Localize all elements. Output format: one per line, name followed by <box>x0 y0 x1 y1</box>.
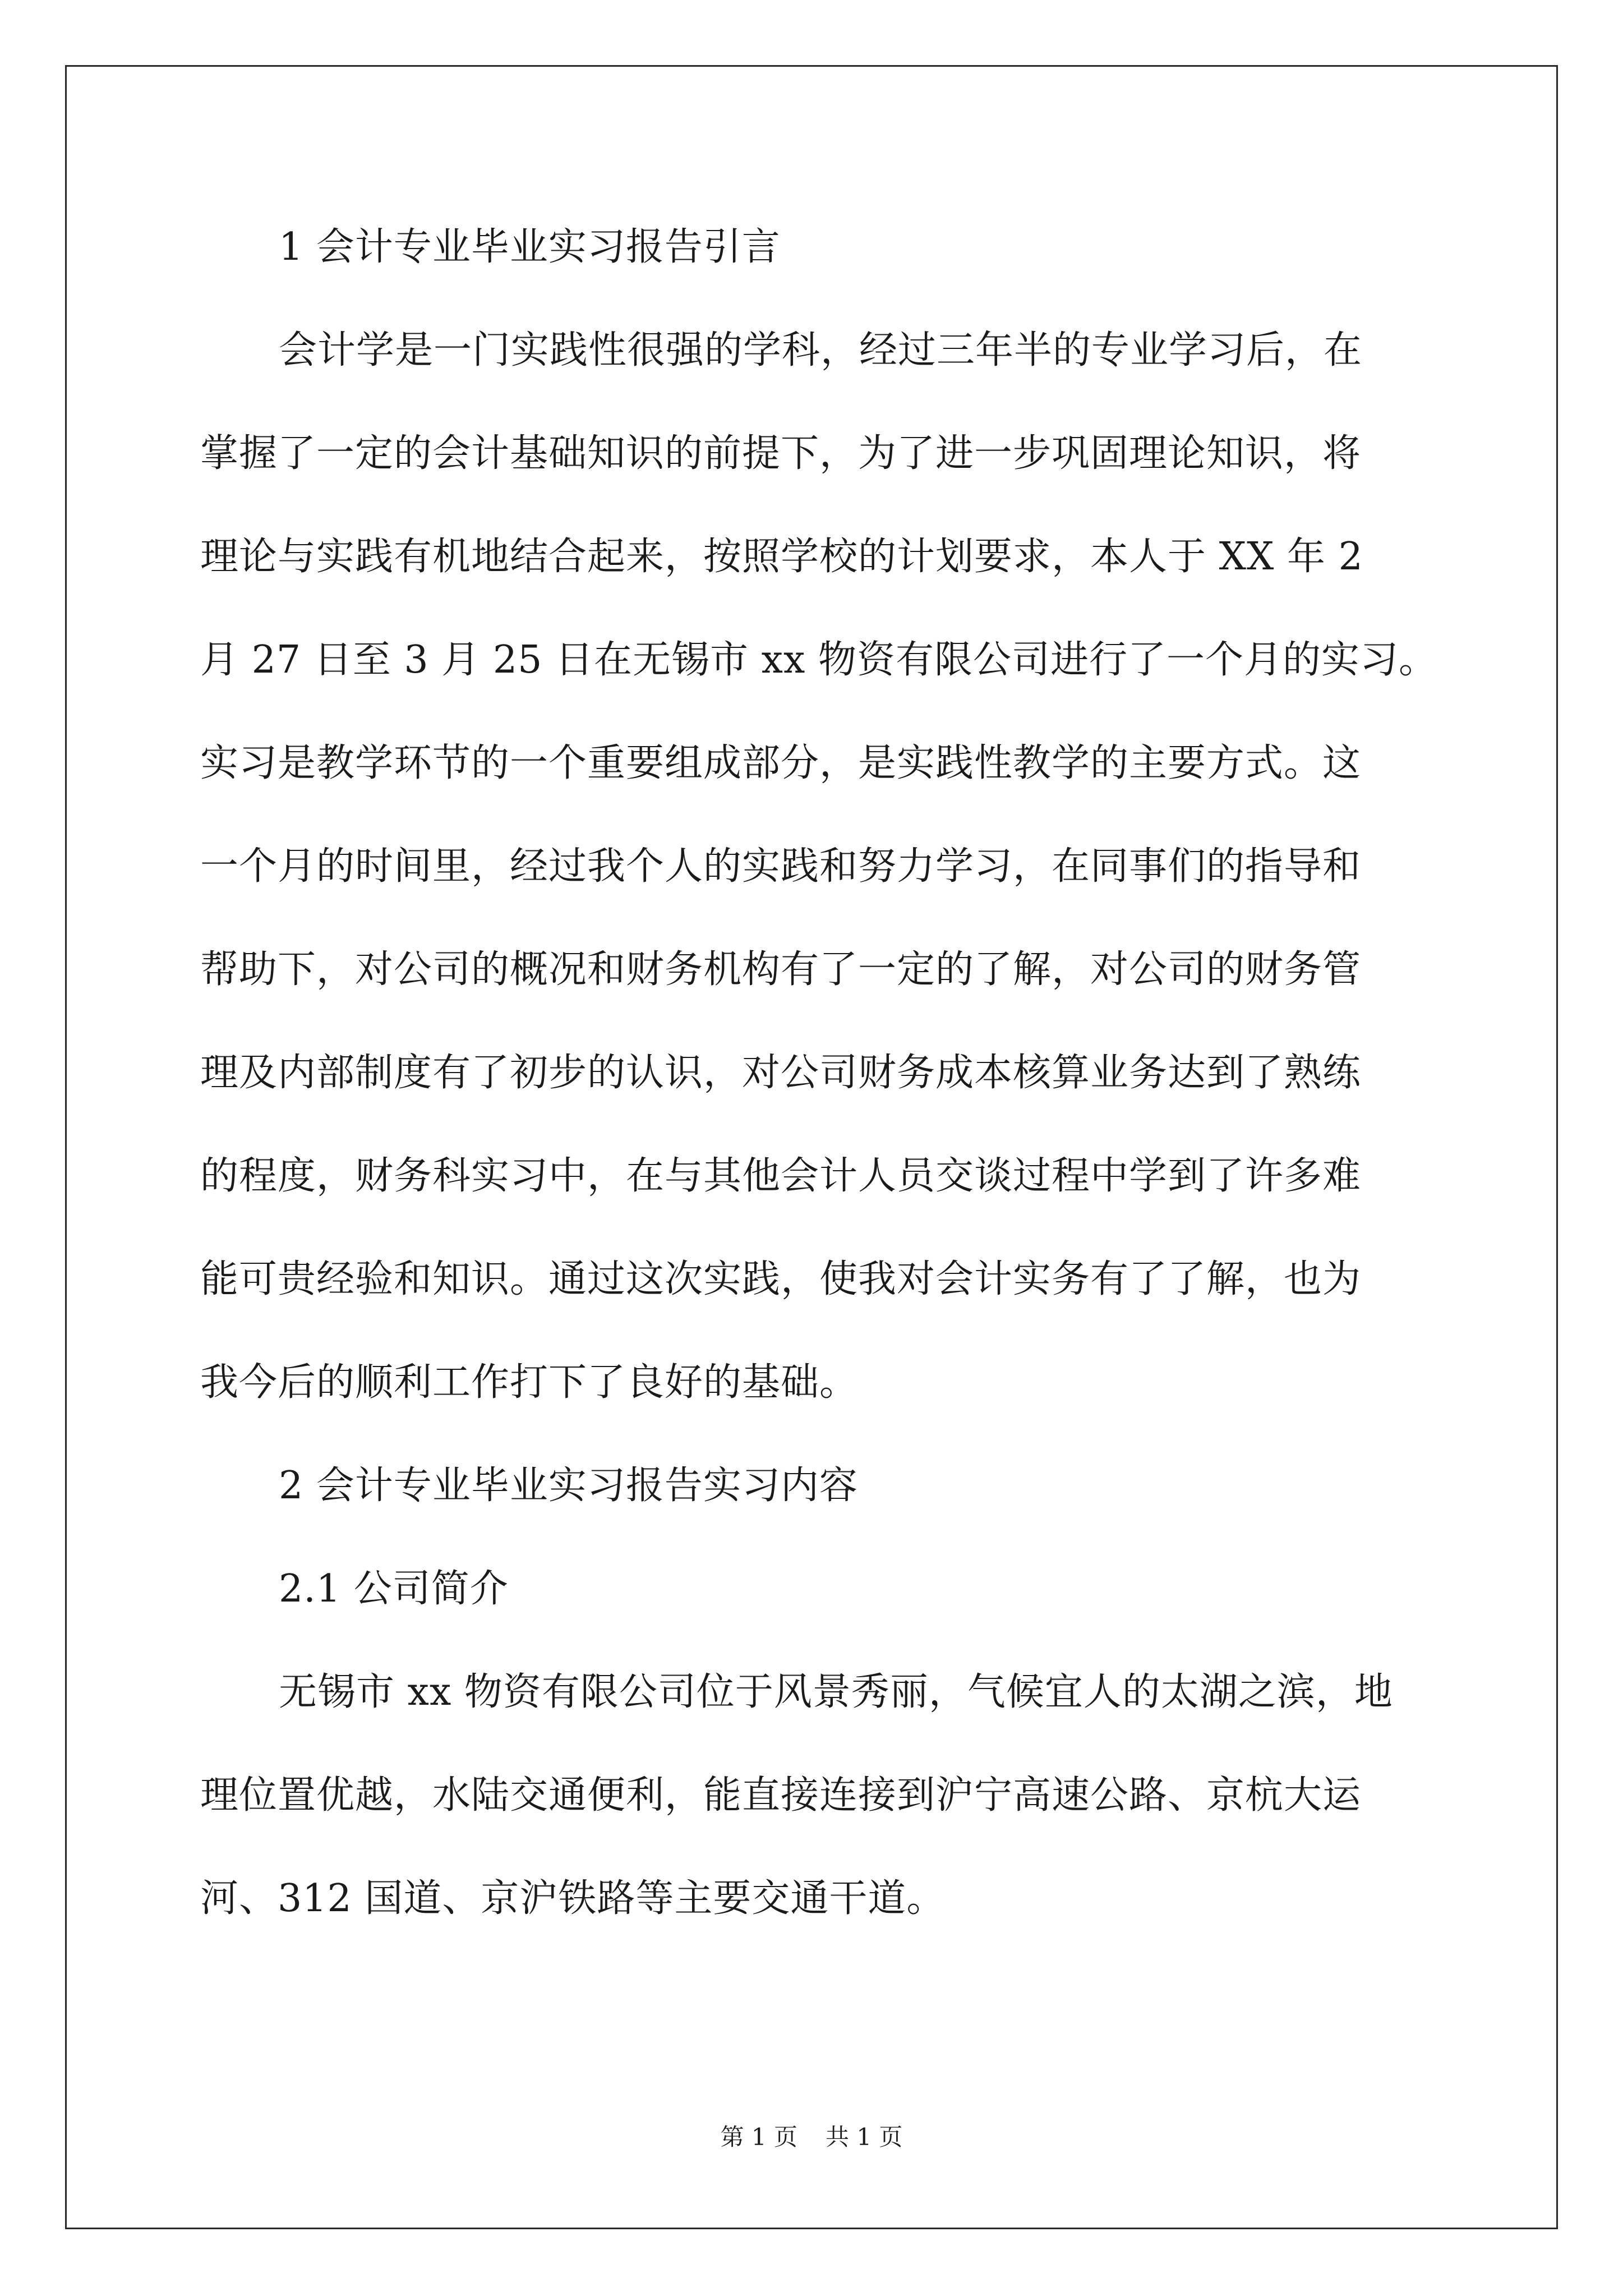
page-number: 第 1 页 <box>720 2123 797 2151</box>
subsection-heading: 2.1 公司简介 <box>279 1567 509 1611</box>
paragraph-line: 能可贵经验和知识。通过这次实践，使我对会计实务有了了解，也为 <box>200 1257 1362 1301</box>
paragraph-line: 我今后的顺利工作打下了良好的基础。 <box>200 1360 859 1405</box>
paragraph-line: 河、312 国道、京沪铁路等主要交通干道。 <box>200 1876 946 1921</box>
paragraph-line: 帮助下，对公司的概况和财务机构有了一定的了解，对公司的财务管 <box>200 947 1362 992</box>
paragraph-line: 的程度，财务科实习中，在与其他会计人员交谈过程中学到了许多难 <box>200 1154 1362 1198</box>
paragraph-line: 实习是教学环节的一个重要组成部分，是实践性教学的主要方式。这 <box>200 741 1362 785</box>
paragraph-line: 月 27 日至 3 月 25 日在无锡市 xx 物资有限公司进行了一个月的实习。 <box>200 638 1437 682</box>
paragraph-line: 理及内部制度有了初步的认识，对公司财务成本核算业务达到了熟练 <box>200 1051 1362 1095</box>
paragraph-line: 理论与实践有机地结合起来，按照学校的计划要求，本人于 XX 年 2 <box>200 535 1363 579</box>
paragraph-line: 理位置优越，水陆交通便利，能直接连接到沪宁高速公路、京杭大运 <box>200 1773 1362 1818</box>
paragraph-line: 会计学是一门实践性很强的学科，经过三年半的专业学习后，在 <box>279 328 1363 372</box>
page-footer <box>0 2120 1623 2154</box>
page-total: 共 1 页 <box>826 2123 903 2151</box>
paragraph-line: 无锡市 xx 物资有限公司位于风景秀丽，气候宜人的太湖之滨，地 <box>279 1670 1393 1714</box>
section-heading-1: 1 会计专业毕业实习报告引言 <box>279 225 781 269</box>
paragraph-line: 一个月的时间里，经过我个人的实践和努力学习，在同事们的指导和 <box>200 844 1362 889</box>
paragraph-line: 掌握了一定的会计基础知识的前提下，为了进一步巩固理论知识，将 <box>200 431 1362 476</box>
section-heading-2: 2 会计专业毕业实习报告实习内容 <box>279 1464 858 1508</box>
